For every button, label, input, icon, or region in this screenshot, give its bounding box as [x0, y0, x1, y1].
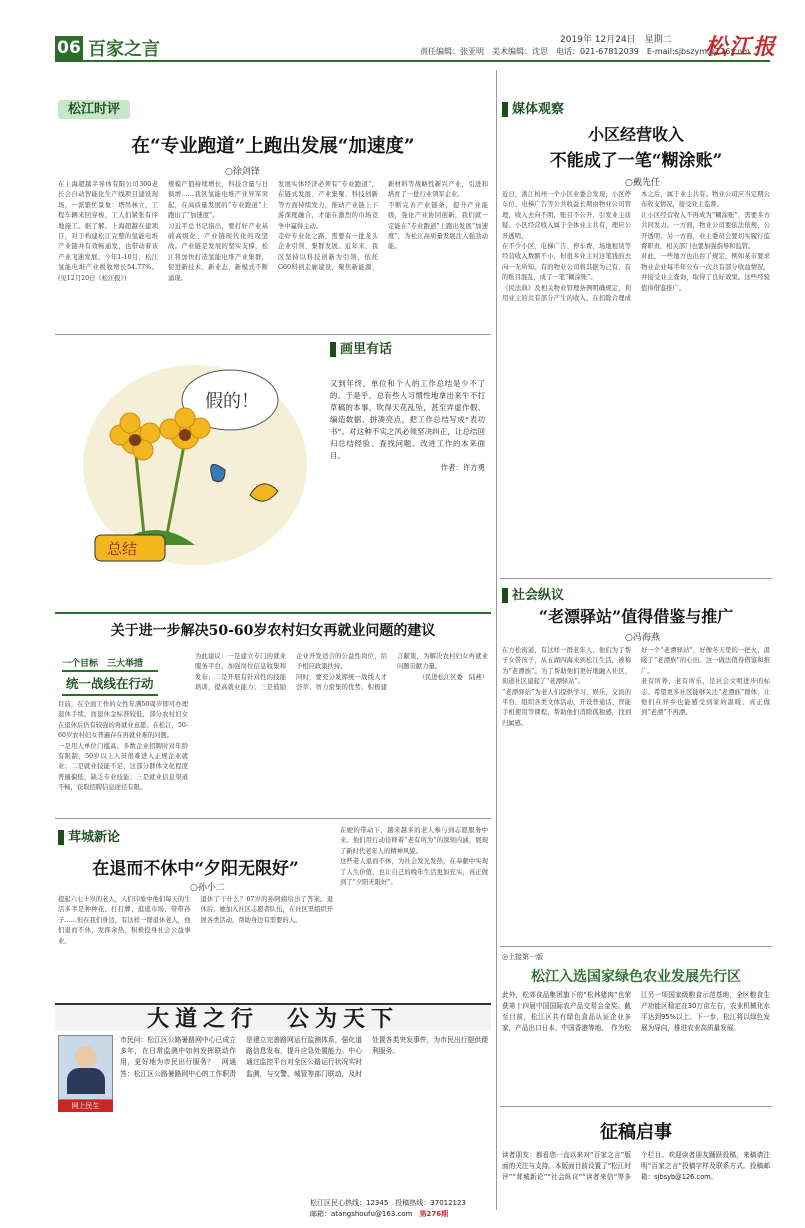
news-title: 松江入选国家绿色农业发展先行区: [531, 969, 741, 985]
commentary-author: ○徐剑锋: [225, 167, 260, 177]
research-title: 关于进一步解决50-60岁农村妇女再就业问题的建议: [110, 623, 436, 639]
news-continued-note: ◎上接第一版: [502, 953, 544, 961]
research-tagline: 统一战线在行动: [62, 670, 158, 696]
cartoon-tag: 画里有话: [330, 338, 392, 357]
cartoon-caption: 又到年终，单位和个人的工作总结是少不了的。于是乎，总有些人习惯性地拿出来牛不打草稿的本事，吹得天花乱坠，甚至弄虚作假、编造数据、拼凑亮点，把工作总结写成“表功书”。对这种不实之风必须坚决纠正，让总结回归总结经验、查找问题、改进工作的本来面目。 作者：许方勇: [330, 379, 485, 472]
column-divider: [496, 70, 497, 1210]
divider: [55, 612, 491, 614]
society-tag: 社会纵议: [502, 584, 564, 603]
board-sign: 总结: [107, 540, 138, 558]
media-body: 近日，浙江杭州一个小区业委会发现，小区停车位、电梯广告等公共收益长期由物业公司管理，收入去向不明，账目不公开，引发业主质疑。小区经营收入属于全体业主共有，理应公开透明。 在不少小区，电梯广告、停车费、场地租赁等经营收入数额不小，但很多业主对这笔钱的去向一无所知。有的物业公司将其据为己有，有的账目混乱，成了一笔“糊涂账”。 《民法典》及相关物业管理条例明确规定，利用业主的共有部分产生的收入，在扣除合理成本之后，属于业主共有。物业公司应当定期公布收支情况，接受业主监督。 让小区经营收入不再成为“糊涂账”，需要多方共同发力。一方面，物业公司要依法依规、公开透明；另一方面，业主委员会要切实履行监督职责，相关部门也要加强指导和监管。 对此，一些地方也出台了规定，例如某市要求物业企业每半年公布一次共有部分收益情况，并接受业主查询，取得了良好效果。这些经验值得借鉴推广。: [502, 191, 770, 303]
news-body: 此外，松郊食品集团旗下的“松林猪肉”也荣获第十四届中国国际农产品交易会金奖。截至目前，松江区共有绿色食品认证企业多家，产品出口日本、中国香港等地。 作为松江另一项国家级粮食示范基地，全区粮食生产功能区稳定在30万亩左右，农业机械化水平达到95%以上。下一步，松江将以绿色发展为导向，推进农业高质量发展。: [502, 991, 770, 1032]
newlife-author: ○孙小二: [190, 883, 225, 893]
media-title-line1: 小区经营收入: [587, 125, 684, 144]
media-tag: 媒体观察: [502, 98, 564, 117]
cartoon-image: [75, 345, 315, 575]
divider: [55, 334, 491, 335]
newlife-body-1: 提起六七十岁的老人，人们印象中他们每天的生活多半是种种花、打打牌、逛逛市场、带带孙子……但在我们身边，有这样一群退休老人，他们退而不休，发挥余热，积极投身社会公益事业。 退休了干什么？67岁的孙阿姨给出了答案。退休后，她加入社区志愿者队伍，在社区里组织开展各类活动，帮助身边有需要的人。: [58, 896, 333, 945]
column-footer: 松江区民心热线：12345 投稿热线：37012123 邮箱：atangshoufu@163.com 第276期: [310, 1199, 466, 1218]
society-title: “老漂驿站”值得借鉴与推广: [538, 607, 734, 626]
divider: [500, 946, 772, 947]
society-author: ○冯海燕: [625, 633, 660, 643]
section-title: 百家之言: [88, 39, 160, 60]
media-title-line2: 不能成了一笔“糊涂账”: [549, 151, 723, 171]
columnist-photo: [58, 1035, 113, 1100]
column-badge: 网上民生: [58, 1100, 113, 1112]
newspaper-logo: 松江报: [705, 34, 778, 60]
newlife-title: 在退而不休中“夕阳无限好”: [92, 859, 299, 879]
research-subtitle: 一个目标 三大举措: [62, 659, 144, 669]
commentary-title: 在“专业跑道”上跑出发展“加速度”: [131, 136, 415, 157]
column-body: 市民问：松江区公路暑路网中心已成立多年，在日常监测中如何发挥联动作用，更好地为市民出行服务？ 网通答：松江区公路暑路网中心的工作职责是建立完善路网运行监测体系，强化道路信息发布，提升应急处置能力。中心通过监控平台对全区公路运行状况实时监测，与交警、城管等部门联动，及时处置各类突发事件，为市民出行提供便利服务。: [120, 1036, 488, 1078]
cartoon-author: 作者：许方勇: [440, 463, 485, 472]
research-source: （民进松江区委 陆燕）: [418, 673, 488, 681]
call-body: 读者朋友：都看您一直以来对“百家之言”版面的关注与支持。本版面目前设置了“松江时评”“茸城新论”“社会纵议”“读者来信”等多个栏目。欢迎读者朋友踊跃投稿，来稿请注明“百家之言”投稿字样及联系方式。投稿邮箱：sjbsyb@126.com。: [502, 1151, 770, 1181]
call-title: 征稿启事: [600, 1122, 672, 1143]
commentary-tag: 松江时评: [58, 98, 130, 117]
research-body-1: 目前，在全面工作的女性年满50周岁即可办理退休手续，而退休金标准较低，部分农村妇女在退休后仍有较强的再就业意愿。在松江，50-60岁农村妇女普遍存在再就业难的问题。 一是用人单位门槛高。多数企业招聘时对年龄有限制，50岁以上人员很难进入正规企业就业；二是就业技能不足，这部分群体文化程度普遍偏低，缺乏专业技能；三是就业信息渠道不畅，获取招聘信息途径有限。: [58, 701, 188, 792]
calligraphy-banner: 大道之行 公为天下: [55, 1003, 491, 1031]
speech-text: 假的！: [205, 391, 259, 412]
media-author: ○戴先任: [625, 178, 660, 188]
page-number: 06: [55, 36, 83, 60]
divider: [500, 1106, 772, 1107]
newlife-body-2: 在她的带动下，越来越多的老人参与到志愿服务中来。他们用行动诠释着“老有所为”的深刻内涵，展现了新时代老年人的精神风貌。 这些老人退而不休，为社会发光发热，在奉献中实现了人生价值，也让自己的晚年生活更加充实，真正做到了“夕阳无限好”。: [340, 827, 488, 887]
society-body: 在方松街道，有这样一群老年人，他们为了帮子女带孩子，从五湖四海来到松江生活，被称为“老漂族”。为了帮助他们更好地融入社区，街道社区建起了“老漂驿站”。 “老漂驿站”为老人们提供学习、娱乐、交流的平台，组织各类文体活动，开设普通话、智能手机使用等课程，帮助他们消除孤独感，找到归属感。 好一个“老漂驿站”，好像冬天里的一把火，温暖了“老漂族”的心田。这一做法值得借鉴和推广。 老有所养、老有所乐，是社会文明进步的标志。希望更多社区能够关注“老漂族”群体，让他们在异乡也能感受到家的温暖，真正做到“老漂”不再漂。: [502, 647, 770, 727]
divider: [500, 578, 772, 579]
header-rule: [55, 60, 770, 62]
commentary-body: 在上海超越半导体有限公司300老长会自动智能化生产线项目建设现场，一派繁忙景象：塔吊林立，工程车辆来回穿梭，工人们紧张有序地施工。据了解，上海超越在建项目，对于构建松江完整的氢能电堆产业链并有效畅通发，也带动着该产业飞速发展。今年1-10月，松江氢能电堆产业税收增长54.77%。(见12月20日《松江报》) 规模产值持续增长，科技含量与日俱增……我区氢能电堆产业异军突起，在高质量发展的“专业跑道”上跑出了“加速度”。 习近平总书记指出，要打好产业基础高级化、产业链现代化的攻坚战。产业链是发展的坚实支撑，松江将加快打造氢能电堆产业集群，促进新技术、新业态、新模式不断涌现。 发展实体经济必须有“专业跑道”，在链式发展、产业集聚、科技创新等方面持续发力，推动产业链上下游深度融合，才能在激烈的市场竞争中赢得主动。 走好专业化之路，需要有一批龙头企业引领、集群发展。近年来，我区坚持以科技创新为引领，依托G60科创走廊建设，聚焦新能源、新材料等战略性新兴产业，引进和培育了一批行业领军企业。 不断完善产业链条，提升产业能级，强化产业协同创新，我们就一定能在“专业跑道”上跑出发展“加速度”，为松江高质量发展注入强劲动能。: [58, 181, 488, 282]
newlife-tag: 茸城新论: [58, 826, 120, 845]
issue-date: 2019年 12月24日 星期二: [560, 35, 672, 45]
divider: [55, 818, 491, 819]
research-body-2: 为此建议：一是建立专门的就业服务平台，加强岗位信息收集和发布；二是开展有针对性的技能培训，提高就业能力；三是鼓励企业开发适合的公益性岗位，给予相应政策扶持。 同时，要充分发挥统一战线人才荟萃、智力密集的优势，积极建言献策，为解决农村妇女再就业问题贡献力量。 （民进松江区委 陆燕）: [195, 653, 488, 692]
editor-credits: 责任编辑：张亚明 美术编辑：沈思 电话：021-67812039 E-mail:sjbszym@126.com: [420, 47, 750, 56]
